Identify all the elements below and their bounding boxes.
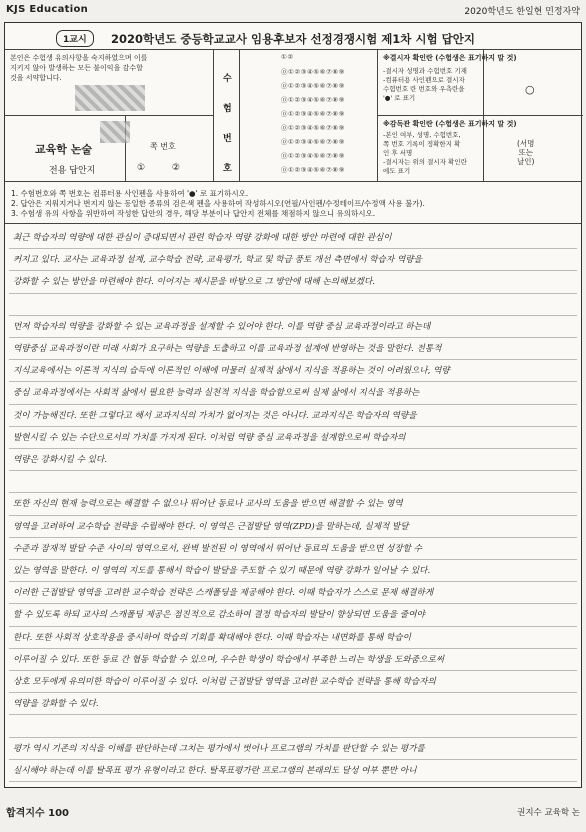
answer-line (13, 471, 573, 493)
omr-row[interactable]: ⓪①②③④⑤⑥⑦⑧⑨ (281, 110, 345, 118)
answer-line: 역량을 강화할 수 있다. (13, 699, 99, 710)
sheet-title: 2020학년도 중등학교교사 임용후보자 선정경쟁시험 제1차 시험 답안지 (111, 32, 475, 46)
exam-no-char: 번 (223, 134, 232, 144)
answer-line: 있는 영역을 말한다. 이 영역의 지도를 통해서 학습이 발달을 주도할 수 있기 때문에 역량 강화가 일어날 수 있다. (13, 566, 431, 576)
instruction-line: -컴퓨터용 사인펜으로 결시자 (383, 76, 465, 84)
answer-line (13, 715, 573, 737)
redacted-signature (75, 85, 145, 111)
note-line: 1. 수험번호와 쪽 번호는 컴퓨터용 사인펜을 사용하여 '●' 로 표기하시오. (11, 189, 249, 198)
sign-line: 날인) (517, 157, 535, 166)
instruction-line: 에도 표기 (383, 167, 411, 175)
answer-line: 것이 가능해진다. 또한 그렇다고 해서 교과지식의 가치가 없어지는 것은 아니다. 교과지식은 학습자의 역량을 (13, 410, 417, 421)
footer-left: 합격지수 100 (6, 808, 69, 819)
instruction-line: '●' 로 표기 (383, 94, 416, 102)
subject-label: 교육학 논술 (35, 143, 92, 156)
instruction-line: 쪽 번호 기록이 정확한지 확 (383, 140, 461, 148)
redacted-name (100, 121, 130, 143)
answer-line: 역량중심 교육과정이란 미래 사회가 요구하는 역량을 도출하고 이를 교육과정 설계에 반영하는 것을 말한다. 전통적 (13, 344, 442, 354)
pledge-line: 지키지 않아 발생하는 모든 불이익을 감수할 (10, 64, 143, 72)
sign-line: 또는 (518, 148, 533, 157)
note-line: 2. 답안은 지워지거나 번지지 않는 동일한 종류의 검은색 펜을 사용하여 작성하시오(연필/사인펜/수정테이프/수정액 사용 불가). (11, 199, 425, 208)
answer-line: 수준과 잠재적 발달 수준 사이의 영역으로서, 완벽 발전된 이 영역에서 뛰어난 동료의 도움을 받으면 성장할 수 (13, 543, 422, 554)
answer-line: 영역을 고려하여 교수학습 전략을 수립해야 한다. 이 영역은 근접발달 영역(ZPD)을 말하는데, 실제적 발달 (13, 521, 409, 532)
omr-row[interactable]: ①② (281, 53, 294, 61)
divider (239, 49, 240, 181)
header-note: 2020학년도 한일현 민정자약 (464, 7, 580, 17)
omr-row[interactable]: ⓪①②③④⑤⑥⑦⑧⑨ (281, 152, 345, 160)
answer-line: 이루어질 수 있다. 또한 동료 간 협동 학습할 수 있으며, 우수한 학생이 학습에서 부족한 느리는 학생을 도와줌으로써 (13, 654, 445, 665)
proctor-title: ※감독관 확인란 (383, 120, 433, 128)
divider (213, 49, 214, 181)
page-number-bubbles[interactable]: ① ② (137, 163, 192, 173)
proctor-instructions (383, 131, 481, 176)
answer-line: 역량은 강화시킬 수 있다. (13, 455, 107, 465)
divider (5, 181, 581, 182)
exam-no-char: 수 (223, 74, 232, 84)
absentee-mark-bubble[interactable]: ○ (525, 83, 535, 96)
absentee-note: (수험생은 표기하지 말 것) (435, 54, 517, 62)
proctor-box-title (383, 119, 517, 129)
instruction-line: -본인 여부, 성명, 수험번호, (383, 131, 461, 139)
answer-line: 강화할 수 있는 방안을 마련해야 한다. 이어지는 제시문을 바탕으로 그 방안에 대해 논의해보겠다. (13, 277, 376, 288)
answer-line: 지식교육에서는 이론적 지식의 습득에 이론적인 이해에 머물러 실제적 삶에서 지식을 적용하는 것이 어려웠으나, 역량 (13, 366, 450, 377)
divider (5, 49, 581, 50)
answer-line: 최근 학습자의 역량에 대한 관심이 증대되면서 관련 학습자 역량 강화에 대한 방안 마련에 대한 관심이 (13, 233, 392, 243)
answer-line: 실시해야 하는데 이를 탈목표 평가 유형이라고 한다. 탈목표평가란 프로그램의 본래의도 달성 여부 뿐만 아니 (13, 765, 417, 776)
pledge-line: 것을 서약합니다. (10, 74, 62, 82)
absentee-box-title (383, 53, 517, 63)
omr-row[interactable]: ⓪①②③④⑤⑥⑦⑧⑨ (281, 82, 345, 90)
divider (5, 223, 581, 224)
exam-no-char: 호 (223, 164, 232, 174)
absentee-title: ※결시자 확인란 (383, 54, 433, 62)
exam-no-char: 험 (223, 104, 232, 114)
period-badge: 1교시 (56, 30, 94, 47)
answer-line: 커지고 있다. 교사는 교육과정 설계, 교수학습 전략, 교육평가, 학교 및 학급 풍토 개선 측면에서 학습자 역량을 (13, 255, 422, 266)
answer-line: 평가 역시 기존의 지식을 이해를 판단하는데 그치는 평가에서 벗어나 프로그램의 가치를 판단할 수 있는 평가를 (13, 743, 425, 754)
brand-label: KJS Education (6, 4, 89, 15)
answer-line: 할 수 있도록 하되 교사의 스캐폴딩 제공은 점진적으로 감소하여 결정 학습자의 발달이 향상되면 도움을 줄여야 (13, 610, 425, 621)
answer-line: 이러한 근접발달 영역을 고려한 교수학습 전략은 스캐폴딩을 제공해야 한다. 이때 학습자가 스스로 문제 해결하게 (13, 588, 434, 599)
instruction-line: -결시자는 위의 결시자 확인란 (383, 158, 467, 166)
proctor-note: (수험생은 표기하지 말 것) (435, 120, 517, 128)
answer-line: 또한 자신의 현재 능력으로는 해결할 수 없으나 뛰어난 동료나 교사의 도움을 받으면 해결할 수 있는 영역 (13, 499, 403, 510)
answer-line: 중심 교육과정에서는 사회적 삶에서 필요한 능력과 실천적 지식을 학습함으로써 실제 삶에서 지식을 적용하는 (13, 388, 420, 399)
page-header (6, 4, 580, 20)
omr-row[interactable]: ⓪①②③④⑤⑥⑦⑧⑨ (281, 138, 345, 146)
instruction-line: -결시자 성명과 수험번호 기재 (383, 67, 467, 75)
instruction-line: 인 후 서명 (383, 149, 413, 157)
answer-line: 한다. 또한 사회적 상호작용을 중시하여 학습의 기회를 확대해야 한다. 이때 학습자는 내면화를 통해 학습이 (13, 632, 411, 643)
answer-line: 발현시킬 수 있는 수단으로서의 가치를 가지게 된다. 이처럼 역량 중심 교육과정을 설계함으로써 학습자의 (13, 432, 406, 443)
divider (5, 115, 213, 116)
exam-notes (11, 189, 425, 219)
pledge-text (10, 53, 188, 83)
sign-line: (서명 (517, 139, 535, 148)
footer-right: 권지수 교육학 논 (517, 808, 580, 818)
answer-line: 상호 모두에게 유의미한 학습이 이루어질 수 있다. 이처럼 근접발달 영역을 고려한 교수학습 전략을 통해 학습자의 (13, 677, 436, 687)
subject-sub-label: 전용 답안지 (49, 166, 96, 176)
omr-row[interactable]: ⓪①②③④⑤⑥⑦⑧⑨ (281, 68, 345, 76)
proctor-sign-area (517, 139, 534, 166)
omr-row[interactable]: ⓪①②③④⑤⑥⑦⑧⑨ (281, 96, 345, 104)
answer-sheet (4, 22, 582, 788)
instruction-line: 수험번호 란 번호와 우측란을 (383, 85, 465, 93)
omr-row[interactable]: ⓪①②③④⑤⑥⑦⑧⑨ (281, 166, 345, 174)
omr-row[interactable]: ⓪①②③④⑤⑥⑦⑧⑨ (281, 124, 345, 132)
page-number-label: 쪽 번호 (150, 142, 176, 151)
answer-line: 먼저 학습자의 역량을 강화할 수 있는 교육과정을 설계할 수 있어야 한다. 이를 역량 중심 교육과정이라고 하는데 (13, 321, 431, 332)
note-line: 3. 수험생 유의 사항을 위반하여 작성한 답안의 경우, 해당 부분이나 답안지 전체를 채점하지 않으니 유의하시오. (11, 209, 376, 218)
absentee-instructions (383, 67, 479, 103)
pledge-line: 본인은 수험생 유의사항을 숙지하였으며 이를 (10, 54, 148, 62)
divider (377, 115, 583, 116)
answer-line (13, 294, 573, 316)
